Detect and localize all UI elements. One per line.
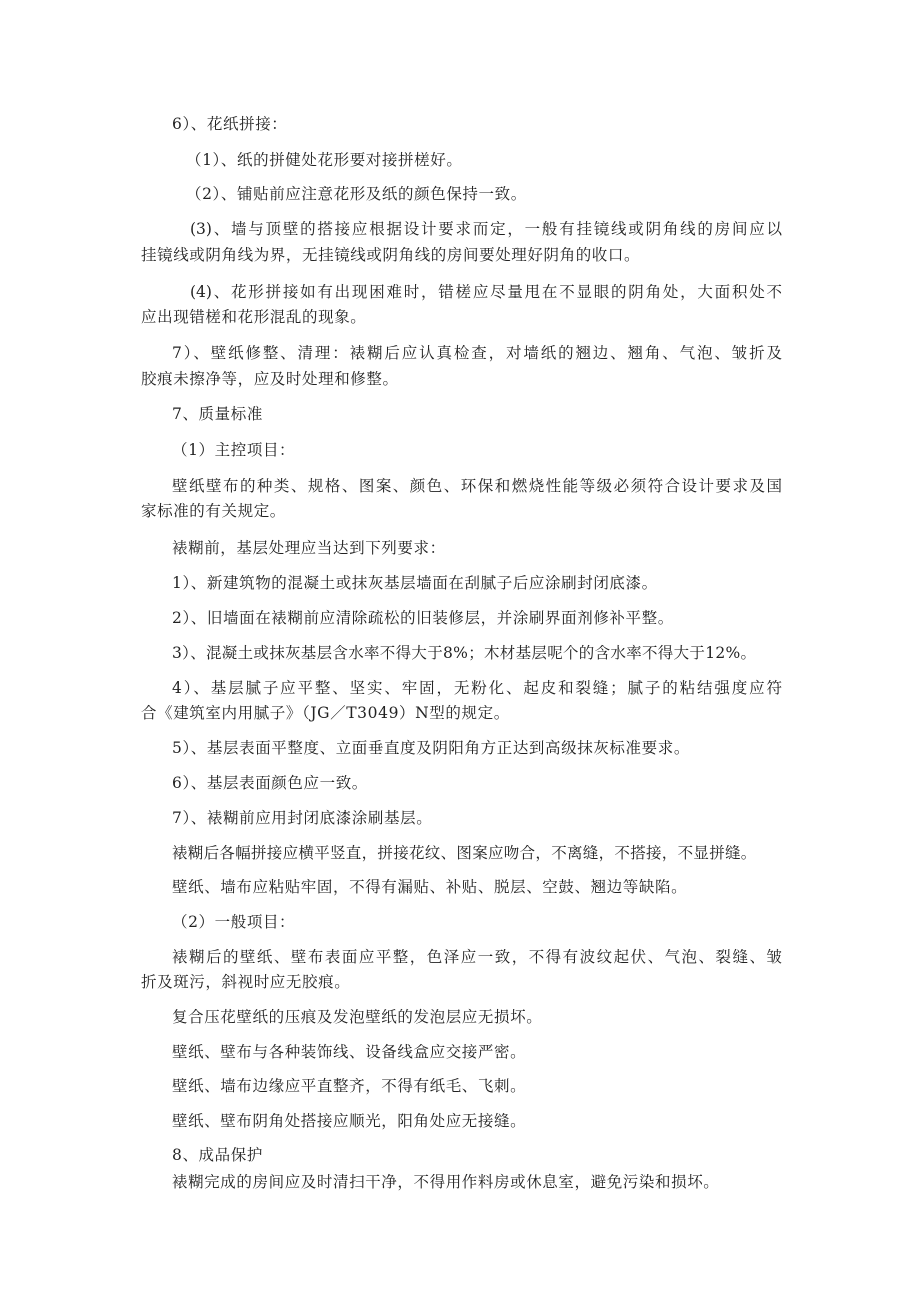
sub-item-2: （2）、铺贴前应注意花形及纸的颜色保持一致。 [186, 185, 527, 203]
list-item-6: 6）、基层表面颜色应一致。 [172, 774, 368, 792]
list-item-4-line-2: 合《建筑室内用腻子》（JG／T3049）N型的规定。 [141, 704, 510, 722]
list-item-5: 5）、基层表面平整度、立面垂直度及阴阳角方正达到高级抹灰标准要求。 [172, 739, 690, 757]
paragraph-line: 壁纸壁布的种类、规格、图案、颜色、环保和燃烧性能等级必须符合设计要求及国 [172, 477, 782, 495]
sub-item-3-line-2: 挂镜线或阴角线为界，无挂镜线或阴角线的房间要处理好阴角的收口。 [141, 246, 641, 264]
paragraph-line: 壁纸、墙布边缘应平直整齐，不得有纸毛、飞刺。 [172, 1077, 527, 1095]
sub-item-1: （1）、纸的拼健处花形要对接拼槎好。 [186, 151, 463, 169]
list-item-1: 1）、新建筑物的混凝土或抹灰基层墙面在刮腻子后应涂刷封闭底漆。 [172, 574, 658, 592]
paragraph-line: 裱糊完成的房间应及时清扫干净，不得用作料房或休息室，避免污染和损坏。 [172, 1173, 720, 1191]
list-item-7: 7）、裱糊前应用封闭底漆涂刷基层。 [172, 809, 433, 827]
item-7-trim-clean-line-1: 7）、壁纸修整、清理：裱糊后应认真检查，对墙纸的翘边、翘角、气泡、皱折及 [172, 344, 782, 362]
paragraph-line: 壁纸、壁布阴角处搭接应顺光，阳角处应无接缝。 [172, 1112, 527, 1130]
general-items-heading: （2）一般项目： [172, 913, 296, 931]
paragraph-line: 壁纸、壁布与各种装饰线、设备线盒应交接严密。 [172, 1043, 527, 1061]
paragraph-line: 裱糊后的壁纸、壁布表面应平整，色泽应一致，不得有波纹起伏、气泡、裂缝、皱 [172, 948, 782, 966]
sub-item-3-line-1: (3)、墙与顶壁的搭接应根据设计要求而定，一般有挂镜线或阴角线的房间应以 [190, 220, 782, 238]
item-6-flower-paper-joining: 6）、花纸拼接： [172, 115, 288, 133]
section-8-heading: 8、成品保护 [172, 1146, 263, 1164]
paragraph-line: 复合压花壁纸的压痕及发泡壁纸的发泡层应无损坏。 [172, 1008, 543, 1026]
section-7-heading: 7、质量标准 [172, 405, 263, 423]
sub-item-4-line-1: (4)、花形拼接如有出现困难时，错槎应尽量甩在不显眼的阴角处，大面积处不 [190, 283, 782, 301]
item-7-trim-clean-line-2: 胶痕未擦净等，应及时处理和修整。 [141, 370, 399, 388]
list-item-2: 2）、旧墙面在裱糊前应清除疏松的旧装修层，并涂刷界面剂修补平整。 [172, 609, 674, 627]
paragraph-line: 家标准的有关规定。 [141, 502, 286, 520]
paragraph-line: 折及斑污，斜视时应无胶痕。 [141, 973, 351, 991]
main-control-items-heading: （1）主控项目： [172, 441, 296, 459]
list-item-3: 3）、混凝土或抹灰基层含水率不得大于8%；木材基层呢个的含水率不得大于12%。 [172, 644, 757, 662]
paragraph-line: 壁纸、墙布应粘贴牢固，不得有漏贴、补贴、脱层、空鼓、翘边等缺陷。 [172, 878, 688, 896]
paragraph-line: 裱糊后各幅拼接应横平竖直，拼接花纹、图案应吻合，不离缝，不搭接，不显拼缝。 [172, 844, 757, 862]
list-item-4-line-1: 4）、基层腻子应平整、坚实、牢固，无粉化、起皮和裂缝；腻子的粘结强度应符 [172, 679, 782, 697]
paragraph-line: 裱糊前，基层处理应当达到下列要求： [172, 539, 446, 557]
sub-item-4-line-2: 应出现错槎和花形混乱的现象。 [141, 308, 367, 326]
